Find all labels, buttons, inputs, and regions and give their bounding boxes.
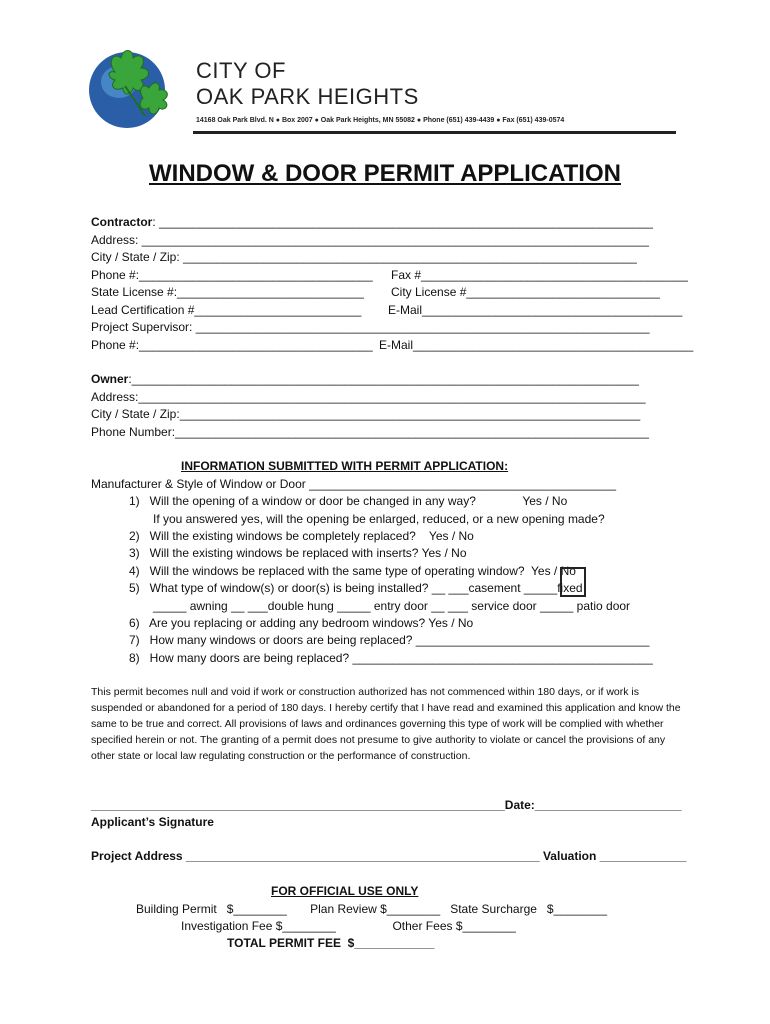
owner-line: :____________________________________________________________________________ <box>128 372 639 386</box>
question-1-followup[interactable]: If you answered yes, will the opening be enlarged, reduced, or a new opening made? <box>153 512 605 526</box>
signature-date-line[interactable]: ______________________________________________________________Date:______________________ <box>91 798 682 812</box>
city-license-field[interactable]: City License #_____________________________ <box>391 285 660 299</box>
question-5-options[interactable]: _____ awning __ ___double hung _____ entry door __ ___ service door _____ patio door <box>153 599 631 613</box>
total-permit-fee[interactable]: TOTAL PERMIT FEE $____________ <box>227 936 435 950</box>
contractor-phone-field[interactable]: Phone #:___________________________________ <box>91 268 373 282</box>
question-5[interactable]: 5) What type of window(s) or door(s) is being installed? __ ___casement _____fixed <box>129 581 583 595</box>
manufacturer-field[interactable]: Manufacturer & Style of Window or Door ______________________________________________ <box>91 477 617 491</box>
city-address: 14168 Oak Park Blvd. N ● Box 2007 ● Oak Park Heights, MN 55082 ● Phone (651) 439-4439 ● Fax (651) 439-0574 <box>196 117 565 124</box>
question-1[interactable]: 1) Will the opening of a window or door be changed in any way? Yes / No <box>129 494 568 508</box>
supervisor-email-field[interactable]: E-Mail__________________________________________ <box>379 338 694 352</box>
official-fees-row2[interactable]: Investigation Fee $________ Other Fees $________ <box>181 919 516 933</box>
owner-phone-field[interactable]: Phone Number:_______________________________________________________________________ <box>91 425 649 439</box>
owner-city-field[interactable]: City / State / Zip:_____________________________________________________________________ <box>91 407 641 421</box>
contractor-city-field[interactable]: City / State / Zip: ____________________________________________________________________ <box>91 250 637 264</box>
question-3[interactable]: 3) Will the existing windows be replaced with inserts? Yes / No <box>129 546 467 560</box>
question-7[interactable]: 7) How many windows or doors are being replaced? ___________________________________ <box>129 633 650 647</box>
info-heading: INFORMATION SUBMITTED WITH PERMIT APPLICATION: <box>181 459 509 473</box>
owner-field[interactable] <box>91 372 639 386</box>
owner-label: Owner <box>91 372 129 386</box>
city-name-line2: OAK PARK HEIGHTS <box>196 84 419 109</box>
question-8[interactable]: 8) How many doors are being replaced? _____________________________________________ <box>129 651 653 665</box>
supervisor-phone-field[interactable]: Phone #:___________________________________ <box>91 338 373 352</box>
contractor-email-field[interactable]: E-Mail_______________________________________ <box>388 303 683 317</box>
state-license-field[interactable]: State License #:____________________________ <box>91 285 364 299</box>
contractor-fax-field[interactable]: Fax #________________________________________ <box>391 268 688 282</box>
question-2[interactable]: 2) Will the existing windows be completely replaced? Yes / No <box>129 529 474 543</box>
city-name-line1: CITY OF <box>196 58 286 83</box>
lead-certification-field[interactable]: Lead Certification #_________________________ <box>91 303 362 317</box>
contractor-label: Contractor <box>91 215 153 229</box>
header-divider <box>193 131 676 134</box>
city-name <box>196 58 419 110</box>
contractor-line: : __________________________________________________________________________ <box>152 215 653 229</box>
question-4[interactable]: 4) Will the windows be replaced with the same type of operating window? Yes / No <box>129 564 576 578</box>
official-fees-row1[interactable]: Building Permit $________ Plan Review $________ State Surcharge $________ <box>136 902 607 916</box>
signature-label: Applicant’s Signature <box>91 815 214 829</box>
project-address-field[interactable]: Project Address _____________________________________________________ Valuation _____________ <box>91 849 687 863</box>
question-6[interactable]: 6) Are you replacing or adding any bedroom windows? Yes / No <box>129 616 474 630</box>
permit-disclaimer: This permit becomes null and void if work or construction authorized has not commenced within 180 days, or if work is suspended or abandoned for a period of 180 days. I hereby certify that I have read and examined this application and know the same to be true and correct. All provisions of laws and ordinances governing this type of work will be complied with whether specified herein or not. The granting of a permit does not presume to give authority to violate or cancel the provisions of any other state or local law regulating construction or the performance of construction. <box>91 686 681 762</box>
contractor-address-field[interactable]: Address: ____________________________________________________________________________ <box>91 233 649 247</box>
contractor-field[interactable] <box>91 215 653 229</box>
city-logo <box>85 42 185 134</box>
official-use-heading: FOR OFFICIAL USE ONLY <box>271 884 419 898</box>
page-title: WINDOW & DOOR PERMIT APPLICATION <box>149 160 621 187</box>
owner-address-field[interactable]: Address:____________________________________________________________________________ <box>91 390 646 404</box>
project-supervisor-field[interactable]: Project Supervisor: ____________________________________________________________________ <box>91 320 650 334</box>
